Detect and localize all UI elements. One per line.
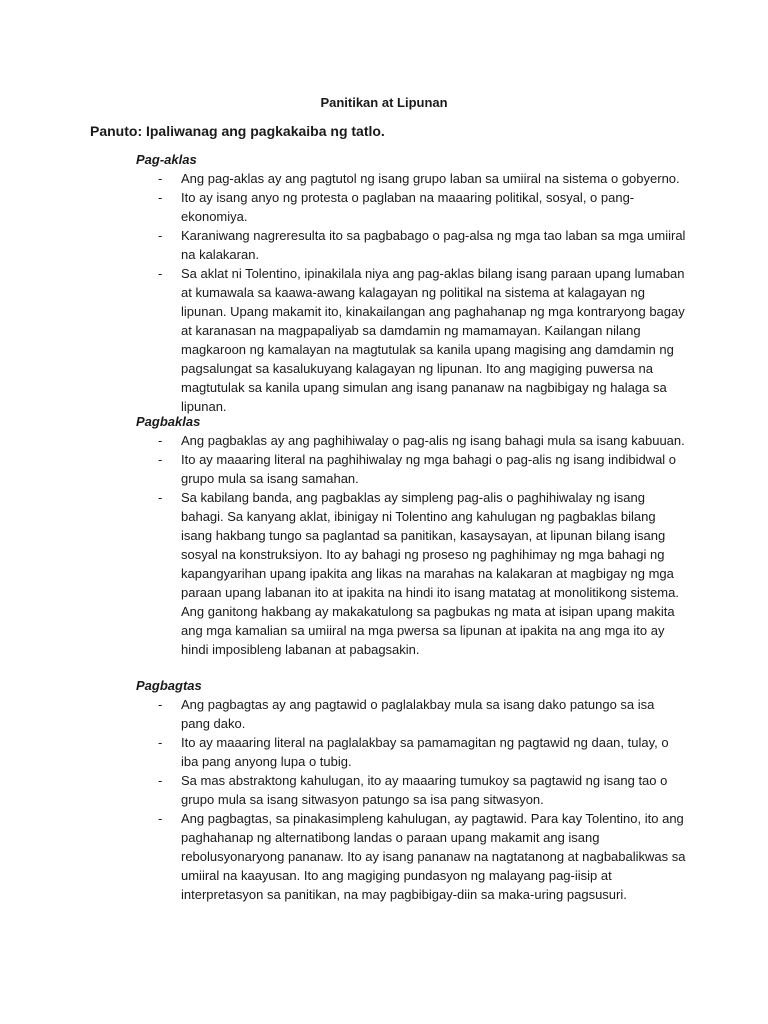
list-item — [136, 733, 686, 771]
bullet-dash: - — [158, 228, 163, 243]
list-item — [136, 771, 686, 809]
bullet-dash: - — [158, 773, 163, 788]
bullet-dash: - — [158, 697, 163, 712]
list-item-text: Ito ay isang anyo ng protesta o paglaban na maaaring politikal, sosyal, o pang-ekonomiya. — [181, 190, 635, 224]
list-item — [136, 226, 686, 264]
bullet-dash: - — [158, 266, 163, 281]
bullet-dash: - — [158, 735, 163, 750]
list-item-text: Ito ay maaaring literal na paghihiwalay ng mga bahagi o pag-alis ng isang indibidwal o grupo mula sa isang samahan. — [181, 452, 677, 486]
list-item-text: Ito ay maaaring literal na paglalakbay sa pamamagitan ng pagtawid ng daan, tulay, o iba pang anyong lupa o tubig. — [181, 735, 669, 769]
section-heading: Pag-aklas — [136, 152, 197, 167]
list-item-text: Ang pagbagtas ay ang pagtawid o paglalakbay mula sa isang dako patungo sa isa pang dako. — [181, 697, 655, 731]
bullet-dash: - — [158, 433, 163, 448]
list-item — [136, 431, 686, 450]
list-item-text: Ang pagbaklas ay ang paghihiwalay o pag-alis ng isang bahagi mula sa isang kabuuan. — [181, 433, 685, 448]
document-title: Panitikan at Lipunan — [320, 95, 448, 110]
list-item — [136, 450, 686, 488]
section-pagbaklas — [136, 412, 696, 659]
list-item-text: Sa aklat ni Tolentino, ipinakilala niya ang pag-aklas bilang isang paraan upang lumaban at kumawala sa kaawa-awang kalagayan ng politikal na sistema at kalagayan ng lipunan. Upang makamit ito, kinakailangan ang paghahanap ng mga kontraryong bagay at karanasan na magpapaliyab sa damdamin ng mamamayan. Kailangan nilang magkaroon ng kamalayan na magtutulak sa kanila upang magising ang damdamin ng pagsalungat sa kasalukuyang kalagayan ng lipunan. Ito ang magiging puwersa na magtutulak sa kanila upang simulan ang isang pananaw na nagbibigay ng halaga sa lipunan. — [181, 266, 685, 414]
section-heading: Pagbagtas — [136, 678, 202, 693]
section-heading: Pagbaklas — [136, 414, 201, 429]
section-pagbagtas — [136, 676, 696, 904]
bullet-list — [136, 695, 696, 904]
list-item-text: Ang pagbagtas, sa pinakasimpleng kahulugan, ay pagtawid. Para kay Tolentino, ito ang paghahanap ng alternatibong landas o paraan upang makamit ang isang rebolusyonaryong pananaw. Ito ay isang pananaw na nagtatanong at nagbabalikwas sa umiiral na kaayusan. Ito ang magiging pundasyon ng malayang pag-iisip at interpretasyon sa panitikan, na may pagbibigay-diin sa maka-uring pagsusuri. — [181, 811, 686, 902]
bullet-dash: - — [158, 490, 163, 505]
bullet-list — [136, 431, 696, 659]
list-item — [136, 169, 686, 188]
list-item — [136, 488, 686, 659]
list-item-text: Ang pag-aklas ay ang pagtutol ng isang grupo laban sa umiiral na sistema o gobyerno. — [181, 171, 680, 186]
list-item — [136, 809, 686, 904]
bullet-list — [136, 169, 696, 416]
bullet-dash: - — [158, 811, 163, 826]
instructions-text: Panuto: Ipaliwanag ang pagkakaiba ng tatlo. — [90, 123, 385, 139]
list-item — [136, 264, 686, 416]
bullet-dash: - — [158, 190, 163, 205]
list-item — [136, 695, 686, 733]
list-item-text: Sa kabilang banda, ang pagbaklas ay simpleng pag-alis o paghihiwalay ng isang bahagi. Sa kanyang aklat, ibinigay ni Tolentino ang kahulugan ng pagbaklas bilang isang hakbang tungo sa paglantad sa panitikan, kasaysayan, at lipunan bilang isang sosyal na konstruksiyon. Ito ay bahagi ng proseso ng paghihimay ng mga bahagi ng kapangyarihan upang ipakita ang likas na marahas na kalakaran at magbigay ng mga paraan upang labanan ito at ipakita na hindi ito isang matatag at monolitikong sistema. Ang ganitong hakbang ay makakatulong sa pagbukas ng mata at isipan upang makita ang mga kamalian sa umiiral na mga pwersa sa lipunan at ipakita na ang mga ito ay hindi imposibleng labanan at pabagsakin. — [181, 490, 679, 657]
bullet-dash: - — [158, 452, 163, 467]
list-item — [136, 188, 686, 226]
section-pag-aklas — [136, 150, 696, 416]
list-item-text: Sa mas abstraktong kahulugan, ito ay maaaring tumukoy sa pagtawid ng isang tao o grupo mula sa isang sitwasyon patungo sa isa pang sitwasyon. — [181, 773, 668, 807]
list-item-text: Karaniwang nagreresulta ito sa pagbabago o pag-alsa ng mga tao laban sa mga umiiral na kalakaran. — [181, 228, 686, 262]
bullet-dash: - — [158, 171, 163, 186]
